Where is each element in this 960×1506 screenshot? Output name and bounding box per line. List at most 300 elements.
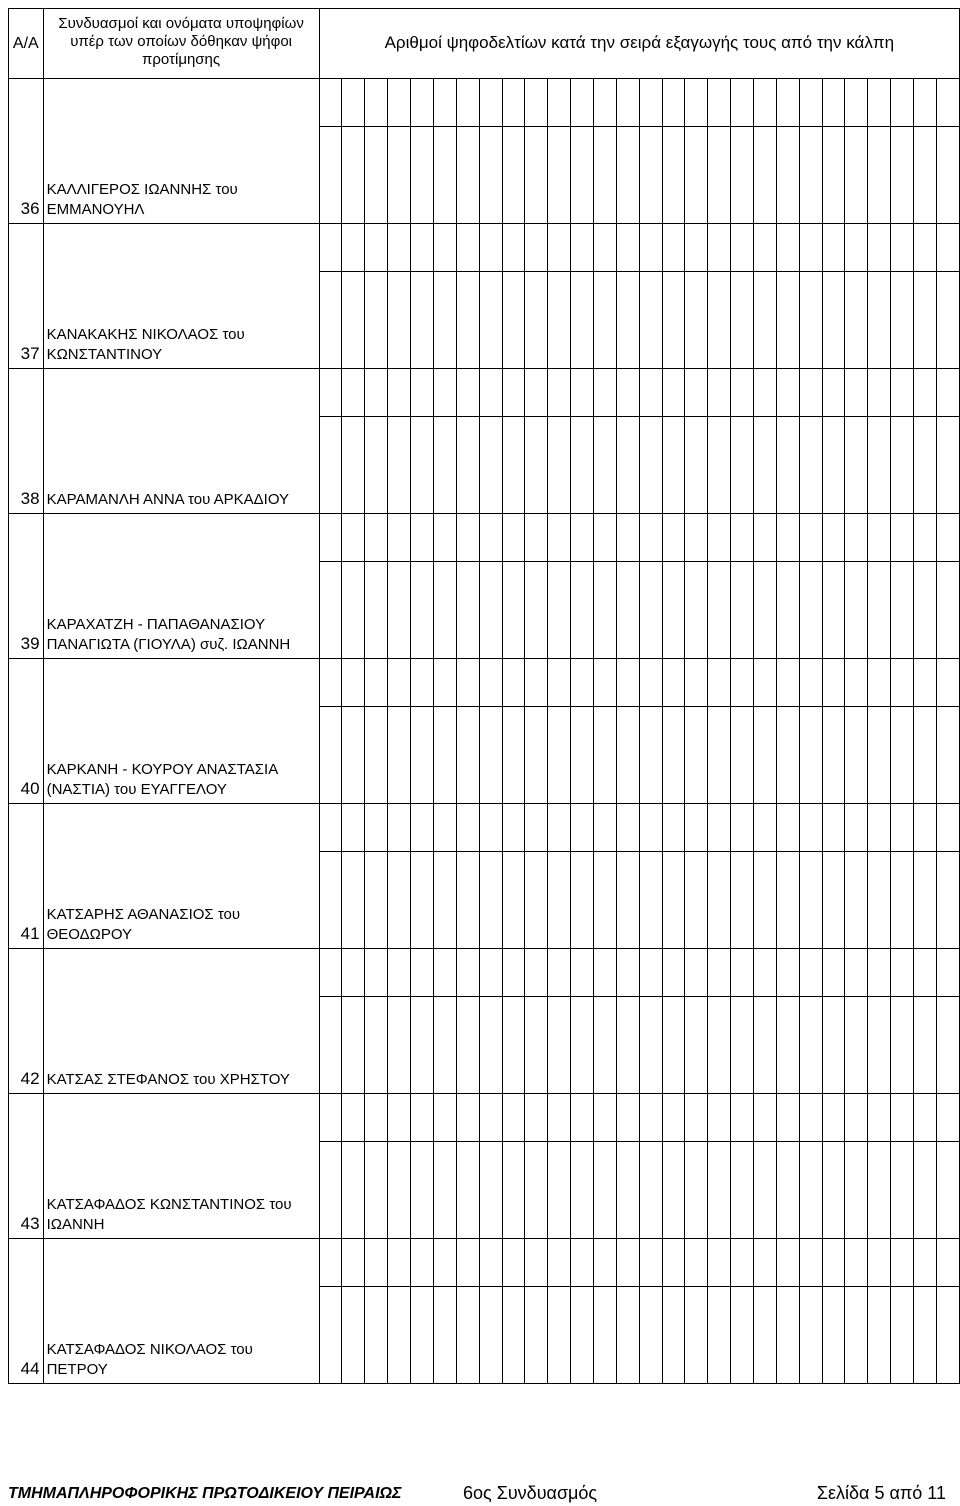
- ballot-cell[interactable]: [822, 1239, 845, 1287]
- ballot-cell[interactable]: [891, 707, 914, 804]
- ballot-cell[interactable]: [731, 417, 754, 514]
- ballot-cell[interactable]: [891, 514, 914, 562]
- ballot-cell[interactable]: [822, 562, 845, 659]
- ballot-cell[interactable]: [868, 1287, 891, 1384]
- ballot-cell[interactable]: [616, 1287, 639, 1384]
- ballot-cell[interactable]: [571, 1287, 594, 1384]
- ballot-cell[interactable]: [822, 79, 845, 127]
- ballot-cell[interactable]: [776, 1239, 799, 1287]
- ballot-cell[interactable]: [319, 852, 342, 949]
- ballot-cell[interactable]: [502, 224, 525, 272]
- ballot-cell[interactable]: [525, 1287, 548, 1384]
- ballot-cell[interactable]: [799, 1142, 822, 1239]
- ballot-cell[interactable]: [571, 514, 594, 562]
- ballot-cell[interactable]: [502, 707, 525, 804]
- ballot-cell[interactable]: [525, 949, 548, 997]
- ballot-cell[interactable]: [913, 804, 936, 852]
- ballot-cell[interactable]: [708, 707, 731, 804]
- ballot-cell[interactable]: [411, 949, 434, 997]
- ballot-cell[interactable]: [662, 272, 685, 369]
- ballot-cell[interactable]: [433, 79, 456, 127]
- ballot-cell[interactable]: [822, 852, 845, 949]
- ballot-cell[interactable]: [456, 417, 479, 514]
- ballot-cell[interactable]: [502, 949, 525, 997]
- ballot-cell[interactable]: [548, 804, 571, 852]
- ballot-cell[interactable]: [845, 707, 868, 804]
- ballot-cell[interactable]: [936, 852, 959, 949]
- ballot-cell[interactable]: [548, 949, 571, 997]
- ballot-cell[interactable]: [776, 949, 799, 997]
- ballot-cell[interactable]: [433, 804, 456, 852]
- ballot-cell[interactable]: [868, 417, 891, 514]
- ballot-cell[interactable]: [456, 949, 479, 997]
- ballot-cell[interactable]: [479, 1287, 502, 1384]
- ballot-cell[interactable]: [342, 852, 365, 949]
- ballot-cell[interactable]: [411, 127, 434, 224]
- ballot-cell[interactable]: [913, 707, 936, 804]
- ballot-cell[interactable]: [411, 659, 434, 707]
- ballot-cell[interactable]: [365, 272, 388, 369]
- ballot-cell[interactable]: [822, 272, 845, 369]
- ballot-cell[interactable]: [479, 224, 502, 272]
- ballot-cell[interactable]: [708, 1239, 731, 1287]
- ballot-cell[interactable]: [342, 1239, 365, 1287]
- ballot-cell[interactable]: [548, 659, 571, 707]
- ballot-cell[interactable]: [753, 804, 776, 852]
- ballot-cell[interactable]: [685, 514, 708, 562]
- ballot-cell[interactable]: [616, 417, 639, 514]
- ballot-cell[interactable]: [639, 272, 662, 369]
- ballot-cell[interactable]: [936, 562, 959, 659]
- ballot-cell[interactable]: [891, 79, 914, 127]
- ballot-cell[interactable]: [525, 707, 548, 804]
- ballot-cell[interactable]: [845, 417, 868, 514]
- ballot-cell[interactable]: [571, 1094, 594, 1142]
- ballot-cell[interactable]: [753, 997, 776, 1094]
- ballot-cell[interactable]: [593, 852, 616, 949]
- ballot-cell[interactable]: [913, 997, 936, 1094]
- ballot-cell[interactable]: [799, 369, 822, 417]
- ballot-cell[interactable]: [616, 659, 639, 707]
- ballot-cell[interactable]: [822, 804, 845, 852]
- ballot-cell[interactable]: [388, 804, 411, 852]
- ballot-cell[interactable]: [571, 224, 594, 272]
- ballot-cell[interactable]: [776, 127, 799, 224]
- ballot-cell[interactable]: [799, 417, 822, 514]
- ballot-cell[interactable]: [593, 1287, 616, 1384]
- ballot-cell[interactable]: [776, 79, 799, 127]
- ballot-cell[interactable]: [936, 1142, 959, 1239]
- ballot-cell[interactable]: [456, 659, 479, 707]
- ballot-cell[interactable]: [753, 562, 776, 659]
- ballot-cell[interactable]: [913, 1239, 936, 1287]
- ballot-cell[interactable]: [525, 79, 548, 127]
- ballot-cell[interactable]: [342, 417, 365, 514]
- ballot-cell[interactable]: [365, 79, 388, 127]
- ballot-cell[interactable]: [845, 1094, 868, 1142]
- ballot-cell[interactable]: [319, 514, 342, 562]
- ballot-cell[interactable]: [799, 127, 822, 224]
- ballot-cell[interactable]: [685, 79, 708, 127]
- ballot-cell[interactable]: [822, 707, 845, 804]
- ballot-cell[interactable]: [845, 1287, 868, 1384]
- ballot-cell[interactable]: [548, 369, 571, 417]
- ballot-cell[interactable]: [319, 369, 342, 417]
- ballot-cell[interactable]: [845, 804, 868, 852]
- ballot-cell[interactable]: [365, 659, 388, 707]
- ballot-cell[interactable]: [319, 224, 342, 272]
- ballot-cell[interactable]: [319, 804, 342, 852]
- ballot-cell[interactable]: [913, 224, 936, 272]
- ballot-cell[interactable]: [891, 1094, 914, 1142]
- ballot-cell[interactable]: [479, 562, 502, 659]
- ballot-cell[interactable]: [799, 659, 822, 707]
- ballot-cell[interactable]: [571, 997, 594, 1094]
- ballot-cell[interactable]: [433, 707, 456, 804]
- ballot-cell[interactable]: [433, 224, 456, 272]
- ballot-cell[interactable]: [525, 852, 548, 949]
- ballot-cell[interactable]: [753, 79, 776, 127]
- ballot-cell[interactable]: [913, 417, 936, 514]
- ballot-cell[interactable]: [822, 1287, 845, 1384]
- ballot-cell[interactable]: [525, 417, 548, 514]
- ballot-cell[interactable]: [342, 949, 365, 997]
- ballot-cell[interactable]: [662, 659, 685, 707]
- ballot-cell[interactable]: [731, 804, 754, 852]
- ballot-cell[interactable]: [913, 514, 936, 562]
- ballot-cell[interactable]: [845, 852, 868, 949]
- ballot-cell[interactable]: [342, 804, 365, 852]
- ballot-cell[interactable]: [868, 224, 891, 272]
- ballot-cell[interactable]: [913, 79, 936, 127]
- ballot-cell[interactable]: [708, 79, 731, 127]
- ballot-cell[interactable]: [776, 659, 799, 707]
- ballot-cell[interactable]: [913, 1287, 936, 1384]
- ballot-cell[interactable]: [548, 1239, 571, 1287]
- ballot-cell[interactable]: [342, 707, 365, 804]
- ballot-cell[interactable]: [433, 997, 456, 1094]
- ballot-cell[interactable]: [731, 1142, 754, 1239]
- ballot-cell[interactable]: [913, 369, 936, 417]
- ballot-cell[interactable]: [868, 272, 891, 369]
- ballot-cell[interactable]: [593, 514, 616, 562]
- ballot-cell[interactable]: [685, 127, 708, 224]
- ballot-cell[interactable]: [708, 852, 731, 949]
- ballot-cell[interactable]: [662, 1239, 685, 1287]
- ballot-cell[interactable]: [685, 1142, 708, 1239]
- ballot-cell[interactable]: [936, 514, 959, 562]
- ballot-cell[interactable]: [319, 707, 342, 804]
- ballot-cell[interactable]: [616, 852, 639, 949]
- ballot-cell[interactable]: [502, 804, 525, 852]
- ballot-cell[interactable]: [708, 272, 731, 369]
- ballot-cell[interactable]: [411, 1239, 434, 1287]
- ballot-cell[interactable]: [662, 707, 685, 804]
- ballot-cell[interactable]: [913, 852, 936, 949]
- ballot-cell[interactable]: [753, 417, 776, 514]
- ballot-cell[interactable]: [639, 417, 662, 514]
- ballot-cell[interactable]: [845, 562, 868, 659]
- ballot-cell[interactable]: [319, 562, 342, 659]
- ballot-cell[interactable]: [365, 514, 388, 562]
- ballot-cell[interactable]: [365, 707, 388, 804]
- ballot-cell[interactable]: [548, 514, 571, 562]
- ballot-cell[interactable]: [753, 1287, 776, 1384]
- ballot-cell[interactable]: [525, 369, 548, 417]
- ballot-cell[interactable]: [891, 804, 914, 852]
- ballot-cell[interactable]: [388, 562, 411, 659]
- ballot-cell[interactable]: [685, 417, 708, 514]
- ballot-cell[interactable]: [433, 514, 456, 562]
- ballot-cell[interactable]: [913, 1142, 936, 1239]
- ballot-cell[interactable]: [365, 127, 388, 224]
- ballot-cell[interactable]: [593, 369, 616, 417]
- ballot-cell[interactable]: [456, 997, 479, 1094]
- ballot-cell[interactable]: [548, 1094, 571, 1142]
- ballot-cell[interactable]: [799, 852, 822, 949]
- ballot-cell[interactable]: [433, 369, 456, 417]
- ballot-cell[interactable]: [799, 79, 822, 127]
- ballot-cell[interactable]: [891, 949, 914, 997]
- ballot-cell[interactable]: [891, 997, 914, 1094]
- ballot-cell[interactable]: [731, 562, 754, 659]
- ballot-cell[interactable]: [616, 514, 639, 562]
- ballot-cell[interactable]: [388, 369, 411, 417]
- ballot-cell[interactable]: [571, 659, 594, 707]
- ballot-cell[interactable]: [913, 127, 936, 224]
- ballot-cell[interactable]: [571, 369, 594, 417]
- ballot-cell[interactable]: [616, 79, 639, 127]
- ballot-cell[interactable]: [502, 997, 525, 1094]
- ballot-cell[interactable]: [548, 417, 571, 514]
- ballot-cell[interactable]: [525, 224, 548, 272]
- ballot-cell[interactable]: [571, 1142, 594, 1239]
- ballot-cell[interactable]: [891, 852, 914, 949]
- ballot-cell[interactable]: [433, 1287, 456, 1384]
- ballot-cell[interactable]: [708, 804, 731, 852]
- ballot-cell[interactable]: [891, 272, 914, 369]
- ballot-cell[interactable]: [411, 1142, 434, 1239]
- ballot-cell[interactable]: [388, 997, 411, 1094]
- ballot-cell[interactable]: [342, 224, 365, 272]
- ballot-cell[interactable]: [639, 514, 662, 562]
- ballot-cell[interactable]: [411, 514, 434, 562]
- ballot-cell[interactable]: [685, 707, 708, 804]
- ballot-cell[interactable]: [548, 272, 571, 369]
- ballot-cell[interactable]: [639, 1142, 662, 1239]
- ballot-cell[interactable]: [776, 1094, 799, 1142]
- ballot-cell[interactable]: [479, 417, 502, 514]
- ballot-cell[interactable]: [548, 852, 571, 949]
- ballot-cell[interactable]: [548, 127, 571, 224]
- ballot-cell[interactable]: [776, 997, 799, 1094]
- ballot-cell[interactable]: [776, 514, 799, 562]
- ballot-cell[interactable]: [433, 949, 456, 997]
- ballot-cell[interactable]: [822, 417, 845, 514]
- ballot-cell[interactable]: [936, 417, 959, 514]
- ballot-cell[interactable]: [799, 804, 822, 852]
- ballot-cell[interactable]: [639, 852, 662, 949]
- ballot-cell[interactable]: [548, 1142, 571, 1239]
- ballot-cell[interactable]: [708, 224, 731, 272]
- ballot-cell[interactable]: [799, 1287, 822, 1384]
- ballot-cell[interactable]: [319, 79, 342, 127]
- ballot-cell[interactable]: [799, 224, 822, 272]
- ballot-cell[interactable]: [731, 852, 754, 949]
- ballot-cell[interactable]: [502, 272, 525, 369]
- ballot-cell[interactable]: [388, 1142, 411, 1239]
- ballot-cell[interactable]: [616, 804, 639, 852]
- ballot-cell[interactable]: [456, 369, 479, 417]
- ballot-cell[interactable]: [388, 127, 411, 224]
- ballot-cell[interactable]: [776, 852, 799, 949]
- ballot-cell[interactable]: [411, 997, 434, 1094]
- ballot-cell[interactable]: [822, 224, 845, 272]
- ballot-cell[interactable]: [342, 1287, 365, 1384]
- ballot-cell[interactable]: [502, 659, 525, 707]
- ballot-cell[interactable]: [799, 1094, 822, 1142]
- ballot-cell[interactable]: [731, 659, 754, 707]
- ballot-cell[interactable]: [639, 1094, 662, 1142]
- ballot-cell[interactable]: [936, 1094, 959, 1142]
- ballot-cell[interactable]: [662, 127, 685, 224]
- ballot-cell[interactable]: [342, 514, 365, 562]
- ballot-cell[interactable]: [342, 1142, 365, 1239]
- ballot-cell[interactable]: [616, 127, 639, 224]
- ballot-cell[interactable]: [708, 514, 731, 562]
- ballot-cell[interactable]: [731, 224, 754, 272]
- ballot-cell[interactable]: [319, 1094, 342, 1142]
- ballot-cell[interactable]: [365, 1287, 388, 1384]
- ballot-cell[interactable]: [891, 659, 914, 707]
- ballot-cell[interactable]: [708, 659, 731, 707]
- ballot-cell[interactable]: [319, 997, 342, 1094]
- ballot-cell[interactable]: [365, 949, 388, 997]
- ballot-cell[interactable]: [708, 949, 731, 997]
- ballot-cell[interactable]: [662, 949, 685, 997]
- ballot-cell[interactable]: [913, 272, 936, 369]
- ballot-cell[interactable]: [433, 1239, 456, 1287]
- ballot-cell[interactable]: [731, 514, 754, 562]
- ballot-cell[interactable]: [616, 1094, 639, 1142]
- ballot-cell[interactable]: [639, 1287, 662, 1384]
- ballot-cell[interactable]: [388, 659, 411, 707]
- ballot-cell[interactable]: [479, 79, 502, 127]
- ballot-cell[interactable]: [342, 127, 365, 224]
- ballot-cell[interactable]: [479, 514, 502, 562]
- ballot-cell[interactable]: [799, 1239, 822, 1287]
- ballot-cell[interactable]: [936, 79, 959, 127]
- ballot-cell[interactable]: [868, 127, 891, 224]
- ballot-cell[interactable]: [891, 417, 914, 514]
- ballot-cell[interactable]: [411, 562, 434, 659]
- ballot-cell[interactable]: [822, 997, 845, 1094]
- ballot-cell[interactable]: [685, 1287, 708, 1384]
- ballot-cell[interactable]: [388, 1094, 411, 1142]
- ballot-cell[interactable]: [411, 1287, 434, 1384]
- ballot-cell[interactable]: [433, 852, 456, 949]
- ballot-cell[interactable]: [616, 1239, 639, 1287]
- ballot-cell[interactable]: [662, 417, 685, 514]
- ballot-cell[interactable]: [365, 1239, 388, 1287]
- ballot-cell[interactable]: [411, 852, 434, 949]
- ballot-cell[interactable]: [411, 224, 434, 272]
- ballot-cell[interactable]: [936, 949, 959, 997]
- ballot-cell[interactable]: [639, 707, 662, 804]
- ballot-cell[interactable]: [319, 1142, 342, 1239]
- ballot-cell[interactable]: [388, 707, 411, 804]
- ballot-cell[interactable]: [593, 949, 616, 997]
- ballot-cell[interactable]: [845, 659, 868, 707]
- ballot-cell[interactable]: [708, 997, 731, 1094]
- ballot-cell[interactable]: [456, 707, 479, 804]
- ballot-cell[interactable]: [753, 1142, 776, 1239]
- ballot-cell[interactable]: [479, 1239, 502, 1287]
- ballot-cell[interactable]: [525, 272, 548, 369]
- ballot-cell[interactable]: [502, 1094, 525, 1142]
- ballot-cell[interactable]: [776, 369, 799, 417]
- ballot-cell[interactable]: [685, 224, 708, 272]
- ballot-cell[interactable]: [365, 417, 388, 514]
- ballot-cell[interactable]: [525, 562, 548, 659]
- ballot-cell[interactable]: [868, 369, 891, 417]
- ballot-cell[interactable]: [753, 127, 776, 224]
- ballot-cell[interactable]: [502, 514, 525, 562]
- ballot-cell[interactable]: [548, 707, 571, 804]
- ballot-cell[interactable]: [456, 127, 479, 224]
- ballot-cell[interactable]: [639, 224, 662, 272]
- ballot-cell[interactable]: [433, 659, 456, 707]
- ballot-cell[interactable]: [593, 659, 616, 707]
- ballot-cell[interactable]: [731, 127, 754, 224]
- ballot-cell[interactable]: [593, 127, 616, 224]
- ballot-cell[interactable]: [936, 127, 959, 224]
- ballot-cell[interactable]: [868, 949, 891, 997]
- ballot-cell[interactable]: [822, 1094, 845, 1142]
- ballot-cell[interactable]: [708, 369, 731, 417]
- ballot-cell[interactable]: [479, 997, 502, 1094]
- ballot-cell[interactable]: [685, 659, 708, 707]
- ballot-cell[interactable]: [685, 272, 708, 369]
- ballot-cell[interactable]: [753, 949, 776, 997]
- ballot-cell[interactable]: [776, 224, 799, 272]
- ballot-cell[interactable]: [593, 1142, 616, 1239]
- ballot-cell[interactable]: [456, 1239, 479, 1287]
- ballot-cell[interactable]: [548, 79, 571, 127]
- ballot-cell[interactable]: [731, 79, 754, 127]
- ballot-cell[interactable]: [571, 127, 594, 224]
- ballot-cell[interactable]: [776, 1287, 799, 1384]
- ballot-cell[interactable]: [525, 659, 548, 707]
- ballot-cell[interactable]: [845, 272, 868, 369]
- ballot-cell[interactable]: [456, 1287, 479, 1384]
- ballot-cell[interactable]: [456, 79, 479, 127]
- ballot-cell[interactable]: [845, 1142, 868, 1239]
- ballot-cell[interactable]: [502, 417, 525, 514]
- ballot-cell[interactable]: [525, 127, 548, 224]
- ballot-cell[interactable]: [479, 852, 502, 949]
- ballot-cell[interactable]: [891, 224, 914, 272]
- ballot-cell[interactable]: [799, 272, 822, 369]
- ballot-cell[interactable]: [639, 804, 662, 852]
- ballot-cell[interactable]: [913, 562, 936, 659]
- ballot-cell[interactable]: [662, 1287, 685, 1384]
- ballot-cell[interactable]: [662, 224, 685, 272]
- ballot-cell[interactable]: [502, 79, 525, 127]
- ballot-cell[interactable]: [479, 949, 502, 997]
- ballot-cell[interactable]: [936, 369, 959, 417]
- ballot-cell[interactable]: [868, 514, 891, 562]
